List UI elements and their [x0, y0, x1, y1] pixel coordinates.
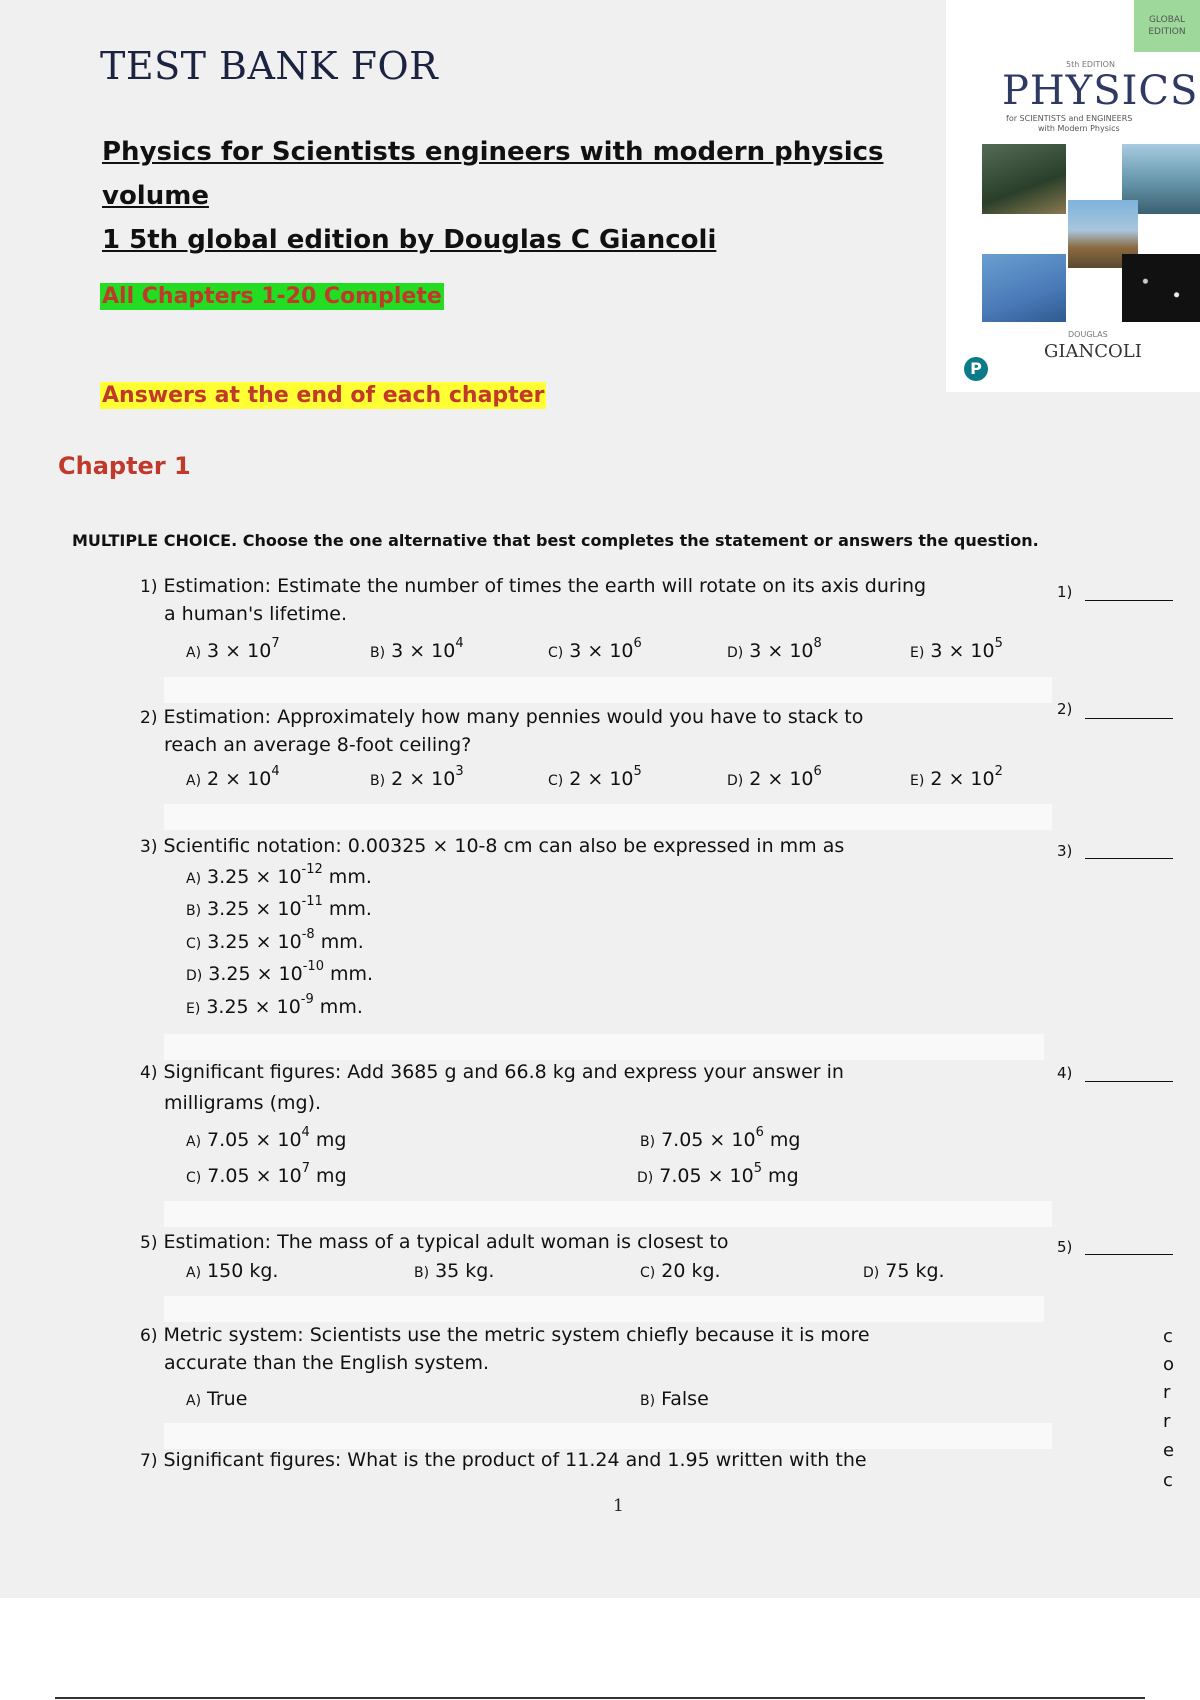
q2-option-c[interactable] — [548, 764, 642, 790]
question-1 — [140, 575, 926, 597]
option-exponent: 5 — [633, 764, 642, 779]
q3-option-c[interactable] — [186, 927, 364, 953]
q2-option-d[interactable] — [727, 764, 822, 790]
q1-option-a[interactable] — [186, 636, 280, 662]
cover-subtitle-1: for SCIENTISTS and ENGINEERS — [1006, 114, 1133, 123]
option-base: 7.05 × 10 — [207, 1129, 302, 1151]
option-text: True — [207, 1388, 248, 1410]
option-exponent: -11 — [301, 894, 323, 909]
question-text-line-1: Metric system: Scientists use the metric system chiefly because it is more — [163, 1324, 870, 1346]
option-letter: B) — [370, 645, 386, 661]
q4-option-b[interactable] — [640, 1125, 801, 1151]
question-6 — [140, 1324, 870, 1346]
book-title — [102, 130, 932, 262]
book-title-line-1: Physics for Scientists engineers with modern physics volume — [102, 137, 884, 211]
option-letter: A) — [186, 1265, 202, 1281]
option-exponent: 4 — [455, 636, 464, 651]
option-text: 75 kg. — [885, 1260, 945, 1282]
q1-option-d[interactable] — [727, 636, 822, 662]
q4-option-c[interactable] — [186, 1161, 347, 1187]
cover-edition: 5th EDITION — [1066, 60, 1115, 69]
question-1-line-2: a human's lifetime. — [164, 603, 348, 625]
question-number: 6) — [140, 1326, 158, 1346]
question-2-line-2: reach an average 8-foot ceiling? — [164, 734, 472, 756]
question-text-line-1: Estimation: Estimate the number of times the earth will rotate on its axis during — [163, 575, 927, 597]
answer-blank-5[interactable] — [1085, 1254, 1173, 1255]
chapters-highlight: All Chapters 1-20 Complete — [102, 284, 442, 309]
option-base: 2 × 10 — [930, 768, 995, 790]
option-letter: E) — [186, 1001, 201, 1017]
q6-option-a[interactable] — [186, 1388, 247, 1410]
question-4 — [140, 1061, 844, 1083]
option-suffix: mg — [309, 1129, 347, 1151]
option-letter: C) — [548, 773, 564, 789]
q1-option-e[interactable] — [910, 636, 1003, 662]
doc-title: TEST BANK FOR — [100, 44, 439, 88]
option-base: 7.05 × 10 — [661, 1129, 756, 1151]
side-letter: o — [1163, 1354, 1175, 1375]
option-exponent: 2 — [994, 764, 1003, 779]
answer-blank-1[interactable] — [1085, 600, 1173, 601]
option-letter: A) — [186, 871, 202, 887]
separator-band — [164, 804, 1052, 830]
option-exponent: 5 — [994, 636, 1003, 651]
question-number: 2) — [140, 708, 158, 728]
answer-blank-2[interactable] — [1085, 718, 1173, 719]
cover-photo-galaxy — [1122, 254, 1200, 322]
publisher-logo-icon: P — [964, 357, 988, 381]
answer-number-4: 4) — [1057, 1064, 1073, 1082]
option-base: 3 × 10 — [569, 640, 634, 662]
separator-band — [164, 1423, 1052, 1449]
question-text-line-1: Estimation: The mass of a typical adult woman is closest to — [163, 1231, 729, 1253]
option-exponent: 6 — [755, 1125, 764, 1140]
option-base: 3 × 10 — [207, 640, 272, 662]
option-exponent: -9 — [300, 992, 314, 1007]
side-letter: c — [1163, 1470, 1173, 1491]
question-2 — [140, 706, 863, 728]
option-exponent: -12 — [301, 862, 323, 877]
option-letter: A) — [186, 773, 202, 789]
question-3 — [140, 835, 844, 857]
question-5 — [140, 1231, 729, 1253]
option-exponent: 6 — [633, 636, 642, 651]
question-number: 4) — [140, 1063, 158, 1083]
option-letter: E) — [910, 645, 925, 661]
option-base: 7.05 × 10 — [207, 1165, 302, 1187]
option-suffix: mm. — [322, 898, 372, 920]
option-letter: D) — [637, 1170, 654, 1186]
cover-photo-ferris-wheel — [982, 144, 1066, 214]
option-exponent: 8 — [813, 636, 822, 651]
cover-subtitle-2: with Modern Physics — [1038, 124, 1120, 133]
instructions: MULTIPLE CHOICE. Choose the one alternative that best completes the statement or answers the question. — [72, 531, 1039, 550]
option-base: 3.25 × 10 — [207, 898, 302, 920]
option-letter: A) — [186, 645, 202, 661]
question-text-line-1: Significant figures: Add 3685 g and 66.8 kg and express your answer in — [163, 1061, 844, 1083]
q5-option-d[interactable] — [863, 1260, 945, 1282]
option-exponent: -8 — [301, 927, 315, 942]
option-exponent: 4 — [271, 764, 280, 779]
option-letter: D) — [863, 1265, 880, 1281]
option-letter: C) — [186, 936, 202, 952]
q6-option-b[interactable] — [640, 1388, 709, 1410]
option-letter: D) — [727, 645, 744, 661]
answer-number-1: 1) — [1057, 583, 1073, 601]
q4-option-a[interactable] — [186, 1125, 347, 1151]
option-exponent: 4 — [301, 1125, 310, 1140]
answer-blank-3[interactable] — [1085, 858, 1173, 859]
page-number: 1 — [613, 1496, 624, 1516]
option-suffix: mg — [762, 1165, 799, 1187]
option-letter: C) — [640, 1265, 656, 1281]
option-suffix: mm. — [323, 963, 374, 985]
option-letter: B) — [414, 1265, 430, 1281]
option-letter: B) — [640, 1134, 656, 1150]
option-letter: B) — [370, 773, 386, 789]
question-text-line-1: Estimation: Approximately how many pennies would you have to stack to — [163, 706, 864, 728]
option-base: 7.05 × 10 — [659, 1165, 754, 1187]
option-letter: B) — [186, 903, 202, 919]
option-exponent: 7 — [271, 636, 280, 651]
option-base: 2 × 10 — [569, 768, 634, 790]
option-suffix: mm. — [314, 931, 364, 953]
question-7 — [140, 1449, 867, 1471]
book-title-line-2: 1 5th global edition by Douglas C Giancoli — [102, 225, 717, 255]
option-exponent: -10 — [302, 959, 324, 974]
question-number: 5) — [140, 1233, 158, 1253]
option-suffix: mm. — [313, 996, 363, 1018]
option-suffix: mg — [310, 1165, 347, 1187]
badge-line-2: EDITION — [1148, 27, 1186, 37]
option-letter: D) — [186, 968, 203, 984]
option-text: 35 kg. — [435, 1260, 495, 1282]
global-edition-badge — [1134, 0, 1200, 52]
option-exponent: 5 — [753, 1161, 763, 1176]
answer-number-5: 5) — [1057, 1238, 1073, 1256]
option-base: 3.25 × 10 — [207, 931, 302, 953]
side-letter: r — [1163, 1411, 1171, 1432]
answer-number-2: 2) — [1057, 700, 1073, 718]
q5-option-c[interactable] — [640, 1260, 721, 1282]
cover-author-last: GIANCOLI — [1044, 341, 1142, 362]
question-4-line-2: milligrams (mg). — [164, 1092, 322, 1114]
option-base: 3 × 10 — [930, 640, 995, 662]
option-exponent: 6 — [813, 764, 822, 779]
option-base: 2 × 10 — [391, 768, 456, 790]
q3-option-a[interactable] — [186, 862, 372, 888]
q1-option-b[interactable] — [370, 636, 464, 662]
option-suffix: mm. — [322, 866, 372, 888]
q1-option-c[interactable] — [548, 636, 642, 662]
separator-band — [164, 1296, 1044, 1322]
answers-highlight: Answers at the end of each chapter — [102, 383, 545, 408]
bottom-divider — [55, 1697, 1145, 1699]
option-exponent: 7 — [301, 1161, 311, 1176]
option-letter: A) — [186, 1134, 202, 1150]
side-letter: c — [1163, 1326, 1173, 1347]
side-letter: e — [1163, 1440, 1175, 1461]
q3-option-d[interactable] — [186, 959, 374, 985]
option-text: False — [661, 1388, 709, 1410]
q2-option-a[interactable] — [186, 764, 280, 790]
q5-option-b[interactable] — [414, 1260, 494, 1282]
option-letter: B) — [640, 1393, 656, 1409]
cover-title: PHYSICS — [1002, 68, 1199, 114]
option-letter: C) — [186, 1170, 202, 1186]
option-text: 20 kg. — [661, 1260, 721, 1282]
option-letter: E) — [910, 773, 925, 789]
q2-option-e[interactable] — [910, 764, 1003, 790]
option-base: 3 × 10 — [749, 640, 814, 662]
option-base: 2 × 10 — [749, 768, 814, 790]
cover-photo-blue-plate — [982, 254, 1066, 322]
option-suffix: mg — [763, 1129, 801, 1151]
cover-author-first: DOUGLAS — [1068, 330, 1108, 339]
q3-option-e[interactable] — [186, 992, 363, 1018]
answer-blank-4[interactable] — [1085, 1081, 1173, 1082]
separator-band — [164, 1201, 1052, 1227]
option-letter: D) — [727, 773, 744, 789]
side-letter: r — [1163, 1382, 1171, 1403]
q4-option-d[interactable] — [637, 1161, 799, 1187]
q3-option-b[interactable] — [186, 894, 372, 920]
option-text: 150 kg. — [207, 1260, 279, 1282]
q2-option-b[interactable] — [370, 764, 464, 790]
badge-line-1: GLOBAL — [1148, 15, 1186, 25]
question-text-line-1: Significant figures: What is the product of 11.24 and 1.95 written with the — [163, 1449, 867, 1471]
option-base: 3 × 10 — [391, 640, 456, 662]
answer-number-3: 3) — [1057, 842, 1073, 860]
option-base: 2 × 10 — [207, 768, 272, 790]
option-letter: C) — [548, 645, 564, 661]
option-base: 3.25 × 10 — [206, 996, 301, 1018]
question-6-line-2: accurate than the English system. — [164, 1352, 490, 1374]
option-base: 3.25 × 10 — [208, 963, 303, 985]
book-cover — [946, 0, 1200, 392]
option-letter: A) — [186, 1393, 202, 1409]
question-number: 1) — [140, 577, 158, 597]
separator-band — [164, 1034, 1044, 1060]
question-number: 7) — [140, 1451, 158, 1471]
option-exponent: 3 — [455, 764, 464, 779]
question-text-line-1: Scientific notation: 0.00325 × 10-8 cm can also be expressed in mm as — [163, 835, 845, 857]
separator-band — [164, 677, 1052, 703]
q5-option-a[interactable] — [186, 1260, 278, 1282]
chapter-heading: Chapter 1 — [58, 452, 191, 480]
question-number: 3) — [140, 837, 158, 857]
option-base: 3.25 × 10 — [207, 866, 302, 888]
